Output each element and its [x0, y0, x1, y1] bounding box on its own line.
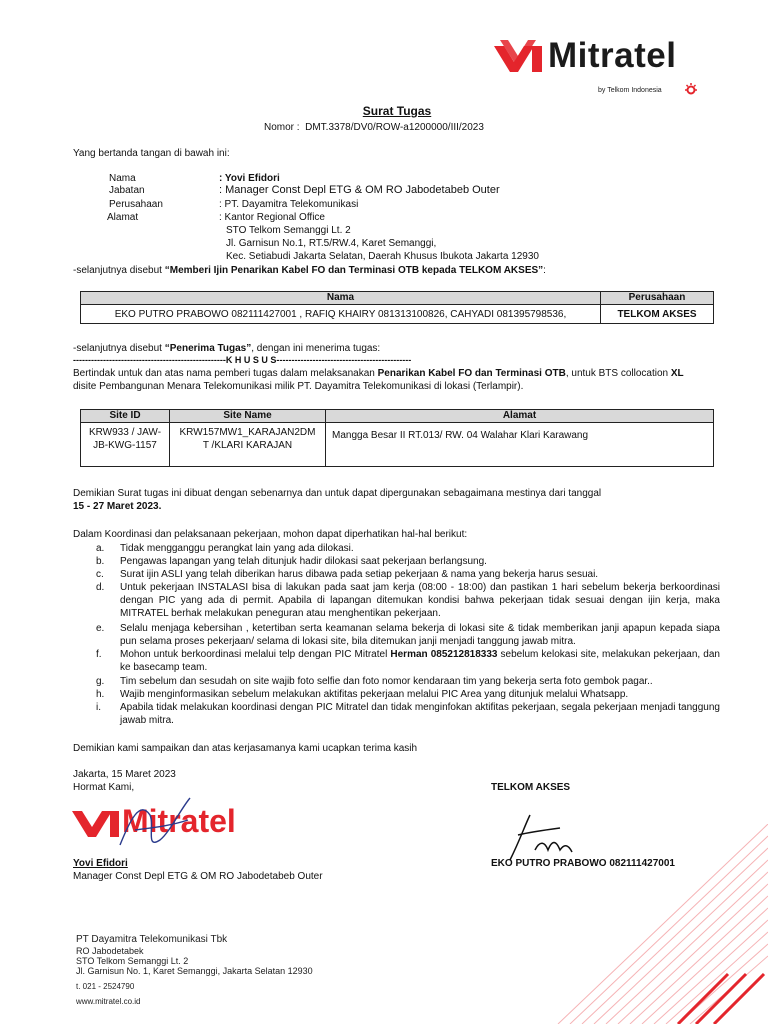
footer-website: www.mitratel.co.id	[76, 997, 141, 1006]
field-label-jabatan: Jabatan	[109, 185, 145, 196]
item-marker: i.	[96, 702, 101, 713]
item-text-pre: Mohon untuk berkoordinasi melalui telp dengan PIC Mitratel	[120, 649, 391, 660]
item-text-post: sebelum kelokasi site, melakukan pekerjaan, dan ke basecamp team.	[120, 649, 720, 673]
field-value-alamat: : Kantor Regional Office	[219, 212, 325, 223]
task-bold: Penarikan Kabel FO dan Terminasi OTB	[377, 368, 566, 379]
table-header-row	[81, 292, 714, 305]
item-text: Tim sebelum dan sesudah on site wajib foto selfie dan foto nomor kendaraan tim yang bekerja serta foto gembok pagar..	[120, 676, 653, 687]
item-marker: c.	[96, 569, 104, 580]
khusus-separator: ---------------------------------------------------K H U S U S---------------------------------------------	[73, 355, 412, 365]
item-marker: d.	[96, 582, 105, 593]
table-row	[81, 423, 714, 467]
table-row	[81, 305, 714, 324]
item-text	[120, 648, 720, 674]
decorative-lines	[428, 824, 768, 1024]
field-label-nama: Nama	[109, 173, 136, 184]
col-header-site-id: Site ID	[81, 410, 170, 423]
item-text: Untuk pekerjaan INSTALASI bisa di lakukan pada saat jam kerja (08:00 - 18:00) dan pastikan 1 hari sebelum bekerja berkoordinasi dengan PIC yang ada di permit. Apabila di lapangan ditemukan kondisi bahwa pekerjaan tidak sesuai dengan ijin kerja, maka MITRATEL berhak melakukan peneguran atau menghentikan pekerjaan.	[120, 582, 720, 619]
cell-perusahaan: TELKOM AKSES	[601, 305, 714, 324]
recipient-table	[80, 291, 714, 324]
item-marker: h.	[96, 689, 105, 700]
list-item	[96, 568, 726, 581]
list-item	[96, 555, 726, 568]
item-marker: f.	[96, 649, 102, 660]
list-item	[96, 581, 726, 620]
item-text: Selalu menjaga kebersihan , ketertiban serta keamanan selama bekerja di lokasi site & tidak memberikan janji apapun kepada siapa pun selama proses pekerjaan/ selama di lokasi site, bila ditemukan janji menjadi tanggung jawab mitra.	[120, 623, 720, 647]
field-label-perusahaan: Perusahaan	[109, 199, 163, 210]
cell-nama: EKO PUTRO PRABOWO 082111427001 , RAFIQ KHAIRY 081313100826, CAHYADI 081395798536,	[81, 305, 601, 324]
address-line: Jl. Garnisun No.1, RT.5/RW.4, Karet Semanggi,	[226, 238, 437, 249]
address-line: STO Telkom Semanggi Lt. 2	[226, 225, 351, 236]
coordination-intro: Dalam Koordinasi dan pelaksanaan pekerjaan, mohon dapat diperhatikan hal-hal berikut:	[73, 529, 468, 540]
list-item	[96, 622, 726, 648]
footer-line: STO Telkom Semanggi Lt. 2	[76, 956, 189, 966]
receiver-company: TELKOM AKSES	[491, 782, 571, 793]
field-value-perusahaan: : PT. Dayamitra Telekomunikasi	[219, 199, 359, 210]
site-id-line: JB-KWG-1157	[93, 440, 157, 451]
intro-text: Yang bertanda tangan di bawah ini:	[73, 148, 230, 159]
cell-alamat: Mangga Besar II RT.013/ RW. 04 Walahar Klari Karawang	[326, 423, 714, 467]
task-operator: XL	[670, 368, 684, 379]
col-header-alamat: Alamat	[326, 410, 714, 423]
list-item	[96, 675, 726, 688]
brand-name: Mitratel	[548, 36, 677, 75]
col-header-perusahaan: Perusahaan	[601, 292, 714, 305]
permit-prefix: -selanjutnya disebut	[73, 265, 165, 276]
place-date: Jakarta, 15 Maret 2023	[73, 769, 176, 780]
item-text: Surat ijin ASLI yang telah diberikan harus dibawa pada setiap pekerjaan & nama yang bekerja harus sesuai.	[120, 569, 599, 580]
telkom-sun-icon	[684, 82, 698, 96]
cell-site-id	[81, 423, 170, 467]
permit-suffix: :	[543, 265, 546, 276]
letter-title: Surat Tugas	[362, 104, 432, 118]
item-text: Apabila tidak melakukan koordinasi dengan PIC Mitratel dan tidak menginfokan aktifitas pekerjaan, segala pekerjaan menjadi tanggung jawab mitra.	[120, 702, 720, 726]
receiver-title: “Penerima Tugas”	[164, 343, 252, 354]
nomor-value: DMT.3378/DV0/ROW-a1200000/III/2023	[305, 122, 484, 133]
task-text-2: , untuk BTS collocation	[565, 368, 671, 379]
permit-statement	[73, 264, 546, 277]
mitratel-logo-mark	[494, 40, 542, 74]
footer-line: RO Jabodetabek	[76, 946, 144, 956]
footer-company: PT Dayamitra Telekomunikasi Tbk	[76, 934, 228, 945]
stamp-brand: Mitratel	[122, 803, 236, 839]
permit-title: “Memberi Ijin Penarikan Kabel FO dan Terminasi OTB kepada TELKOM AKSES”	[164, 265, 544, 276]
item-text: Pengawas lapangan yang telah ditunjuk hadir dilokasi saat pekerjaan berlangsung.	[120, 556, 487, 567]
closing-text: Demikian kami sampaikan dan atas kerjasamanya kami ucapkan terima kasih	[73, 743, 418, 754]
item-text: Wajib menginformasikan sebelum melakukan aktifitas pekerjaan melalui PIC Area yang ditunjuk melalui Whatsapp.	[120, 689, 629, 700]
item-marker: g.	[96, 676, 105, 687]
receiver-name: EKO PUTRO PRABOWO 082111427001	[491, 858, 675, 869]
receiver-suffix: , dengan ini menerima tugas:	[251, 343, 381, 354]
signer-name: Yovi Efidori	[73, 858, 128, 869]
col-header-nama: Nama	[81, 292, 601, 305]
task-line-2: disite Pembangunan Menara Telekomunikasi milik PT. Dayamitra Telekomunikasi di lokasi (Terlampir).	[73, 381, 524, 392]
list-item	[96, 701, 726, 727]
site-id-line: KRW933 / JAW-	[88, 427, 162, 438]
table-header-row	[81, 410, 714, 423]
pic-contact: Herman 085212818333	[390, 649, 498, 660]
item-text: Tidak mengganggu perangkat lain yang ada dilokasi.	[120, 543, 354, 554]
site-name-line: T /KLARI KARAJAN	[202, 440, 293, 451]
nomor-label: Nomor :	[264, 122, 300, 133]
field-value-nama: : Yovi Efidori	[219, 173, 280, 184]
signer-position: Manager Const Depl ETG & OM RO Jabodetabeb Outer	[73, 871, 323, 882]
greeting: Hormat Kami,	[73, 782, 135, 793]
site-table	[80, 409, 714, 467]
list-item	[96, 648, 726, 674]
validity-dates: 15 - 27 Maret 2023.	[73, 501, 162, 512]
mitratel-logo	[494, 38, 709, 100]
signature-left	[100, 790, 220, 860]
address-line: Kec. Setiabudi Jakarta Selatan, Daerah Khusus Ibukota Jakarta 12930	[226, 251, 539, 262]
footer-line: Jl. Garnisun No. 1, Karet Semanggi, Jakarta Selatan 12930	[76, 966, 313, 976]
field-label-alamat: Alamat	[107, 212, 139, 223]
item-marker: b.	[96, 556, 105, 567]
list-item	[96, 542, 726, 555]
field-value-jabatan: : Manager Const Depl ETG & OM RO Jabodetabeb Outer	[219, 184, 500, 196]
item-marker: a.	[96, 543, 105, 554]
item-marker: e.	[96, 623, 105, 634]
validity-line: Demikian Surat tugas ini dibuat dengan sebenarnya dan untuk dapat dipergunakan sebagaimana mestinya dari tanggal	[73, 488, 602, 499]
list-item	[96, 688, 726, 701]
task-text: Bertindak untuk dan atas nama pemberi tugas dalam melaksanakan	[73, 368, 378, 379]
brand-tagline: by Telkom Indonesia	[598, 87, 662, 94]
site-name-line: KRW157MW1_KARAJAN2DM	[179, 427, 316, 438]
task-line-1	[73, 367, 684, 380]
col-header-site-name: Site Name	[170, 410, 326, 423]
receiver-prefix: -selanjutnya disebut	[73, 343, 165, 354]
letter-number	[264, 121, 484, 134]
footer-phone: t. 021 - 2524790	[76, 982, 135, 991]
cell-site-name	[170, 423, 326, 467]
